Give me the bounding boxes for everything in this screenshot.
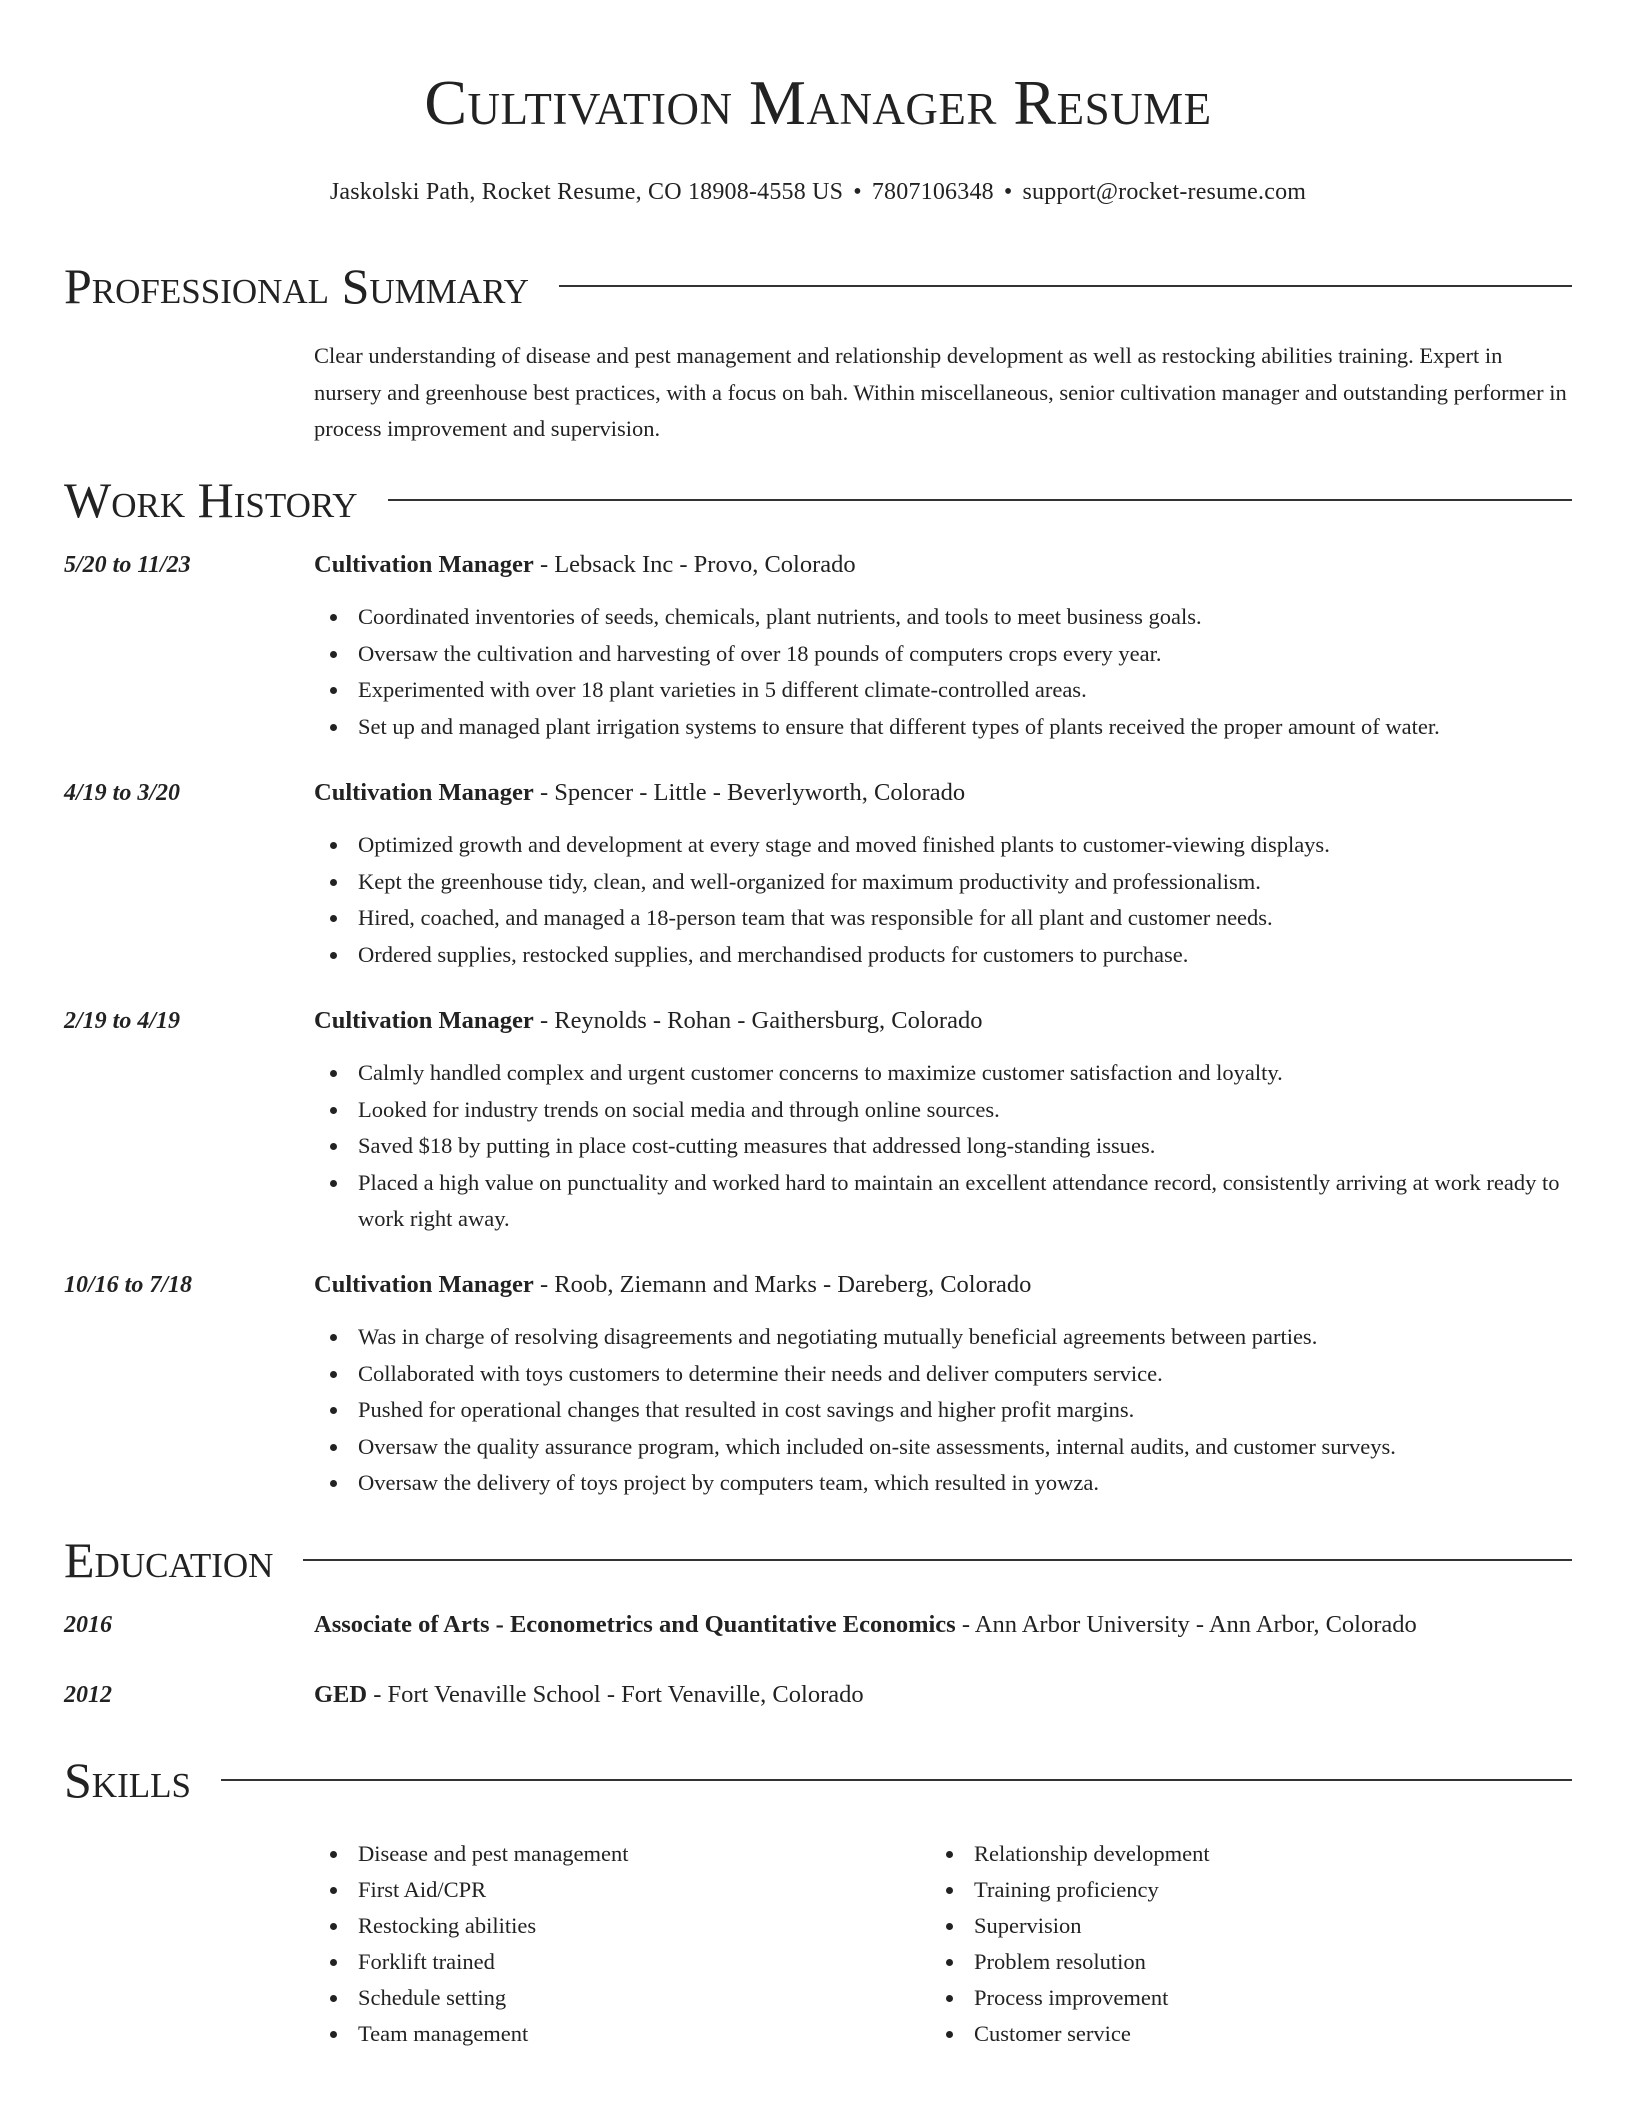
job-details: - Lebsack Inc - Provo, Colorado: [533, 551, 856, 578]
education-heading-line: [314, 1608, 1417, 1642]
skills-list-right: [930, 1836, 1530, 2052]
summary-text: Clear understanding of disease and pest management and relationship development as well as restocking abilities training. Expert in nursery and greenhouse best practices, with a focus on bah. Within miscellaneous, senior cultivation manager and outstanding performer in process improvement and supervision.: [314, 343, 1567, 441]
job-heading: [314, 776, 965, 810]
contact-email: support@rocket-resume.com: [1022, 179, 1307, 205]
job-dates: 5/20 to 11/23: [64, 552, 191, 578]
job-details: - Reynolds - Rohan - Gaithersburg, Colorado: [533, 1007, 983, 1034]
contact-separator: •: [853, 179, 862, 205]
job-bullet: Hired, coached, and managed a 18-person team that was responsible for all plant and customer needs.: [314, 900, 1572, 937]
education-year: 2016: [64, 1612, 112, 1638]
job-heading: [314, 548, 856, 582]
summary-section-header: [64, 256, 1572, 316]
job-bullet: Oversaw the delivery of toys project by computers team, which resulted in yowza.: [314, 1465, 1572, 1502]
job-bullet: Experimented with over 18 plant varieties in 5 different climate-controlled areas.: [314, 672, 1572, 709]
skill-item: Forklift trained: [314, 1944, 914, 1980]
section-divider: [221, 1779, 1572, 1781]
job-bullets: [314, 1319, 1572, 1502]
work-heading: Work History: [64, 472, 358, 528]
job-dates: 2/19 to 4/19: [64, 1008, 181, 1034]
job-heading: [314, 1268, 1031, 1302]
section-divider: [559, 285, 1572, 287]
skills-list-left: [314, 1836, 914, 2052]
job-bullet: Kept the greenhouse tidy, clean, and well-organized for maximum productivity and professionalism.: [314, 864, 1572, 901]
job-bullet: Saved $18 by putting in place cost-cutting measures that addressed long-standing issues.: [314, 1128, 1572, 1165]
job-bullets: [314, 827, 1572, 973]
skill-item: Schedule setting: [314, 1980, 914, 2016]
job-bullet: Oversaw the cultivation and harvesting of over 18 pounds of computers crops every year.: [314, 636, 1572, 673]
job-heading: [314, 1004, 982, 1038]
job-bullet: Oversaw the quality assurance program, which included on-site assessments, internal audits, and customer surveys.: [314, 1429, 1572, 1466]
job-details: - Roob, Ziemann and Marks - Dareberg, Colorado: [533, 1271, 1032, 1298]
skills-section-header: [64, 1750, 1572, 1810]
job-title: Cultivation Manager: [314, 1271, 534, 1298]
job-dates: 4/19 to 3/20: [64, 780, 181, 806]
job-bullets: [314, 599, 1572, 745]
section-divider: [388, 499, 1572, 501]
education-heading: Education: [64, 1532, 274, 1588]
job-title: Cultivation Manager: [314, 1007, 534, 1034]
contact-phone: 7807106348: [871, 179, 994, 205]
skill-item: Customer service: [930, 2016, 1530, 2052]
job-bullet: Was in charge of resolving disagreements and negotiating mutually beneficial agreements between parties.: [314, 1319, 1572, 1356]
skills-heading: Skills: [64, 1752, 191, 1808]
skill-item: Team management: [314, 2016, 914, 2052]
job-bullet: Placed a high value on punctuality and worked hard to maintain an excellent attendance record, consistently arriving at work ready to work right away.: [314, 1165, 1572, 1238]
skill-item: Problem resolution: [930, 1944, 1530, 1980]
job-bullet: Looked for industry trends on social media and through online sources.: [314, 1092, 1572, 1129]
job-bullet: Coordinated inventories of seeds, chemicals, plant nutrients, and tools to meet business goals.: [314, 599, 1572, 636]
job-title: Cultivation Manager: [314, 779, 534, 806]
education-year: 2012: [64, 1682, 112, 1708]
education-details: - Ann Arbor University - Ann Arbor, Colorado: [955, 1611, 1417, 1638]
job-dates: 10/16 to 7/18: [64, 1272, 193, 1298]
job-bullet: Ordered supplies, restocked supplies, and merchandised products for customers to purchase.: [314, 937, 1572, 974]
skill-item: Disease and pest management: [314, 1836, 914, 1872]
job-bullet: Pushed for operational changes that resulted in cost savings and higher profit margins.: [314, 1392, 1572, 1429]
education-details: - Fort Venaville School - Fort Venaville, Colorado: [367, 1681, 864, 1708]
skill-item: Training proficiency: [930, 1872, 1530, 1908]
contact-line: [64, 175, 1572, 209]
skill-item: Supervision: [930, 1908, 1530, 1944]
job-bullets: [314, 1055, 1572, 1238]
section-divider: [303, 1559, 1572, 1561]
job-bullet: Optimized growth and development at every stage and moved finished plants to customer-viewing displays.: [314, 827, 1572, 864]
skill-item: Relationship development: [930, 1836, 1530, 1872]
work-section-header: [64, 470, 1572, 530]
skill-item: First Aid/CPR: [314, 1872, 914, 1908]
education-degree: GED: [314, 1681, 368, 1708]
job-bullet: Calmly handled complex and urgent customer concerns to maximize customer satisfaction and loyalty.: [314, 1055, 1572, 1092]
education-section-header: [64, 1530, 1572, 1590]
contact-separator: •: [1003, 179, 1013, 205]
skill-item: Process improvement: [930, 1980, 1530, 2016]
job-details: - Spencer - Little - Beverlyworth, Colorado: [533, 779, 966, 806]
summary-heading: Professional Summary: [64, 258, 529, 314]
education-heading-line: [314, 1678, 864, 1712]
education-degree: Associate of Arts - Econometrics and Quantitative Economics: [314, 1611, 956, 1638]
contact-address: Jaskolski Path, Rocket Resume, CO 18908-4558 US: [329, 179, 844, 205]
job-bullet: Set up and managed plant irrigation systems to ensure that different types of plants received the proper amount of water.: [314, 709, 1572, 746]
job-title: Cultivation Manager: [314, 551, 534, 578]
job-bullet: Collaborated with toys customers to determine their needs and deliver computers service.: [314, 1356, 1572, 1393]
resume-title: Cultivation Manager Resume: [424, 67, 1212, 138]
skill-item: Restocking abilities: [314, 1908, 914, 1944]
